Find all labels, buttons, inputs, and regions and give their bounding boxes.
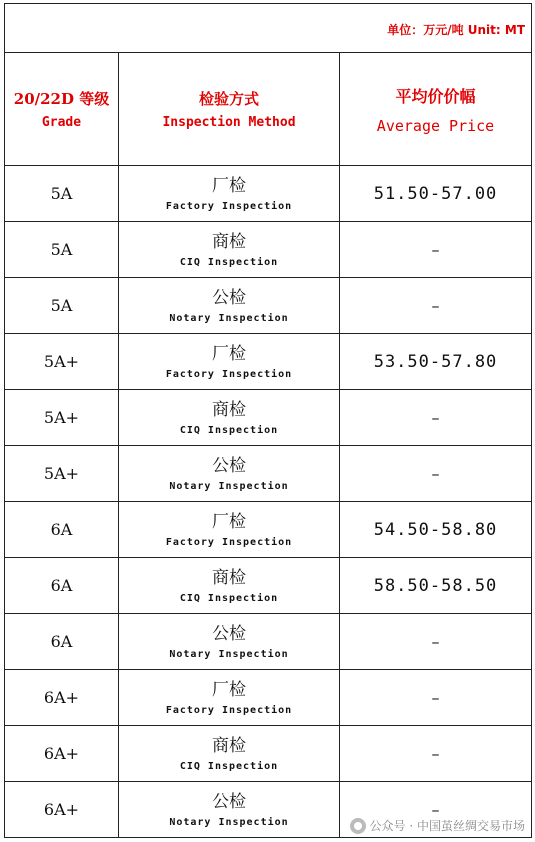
grade-value: 5A+: [43, 352, 80, 371]
header-price-cn: 平均价价幅: [395, 86, 476, 106]
grade-value: 6A: [50, 632, 73, 651]
price-cell: [340, 222, 532, 278]
price-cell: [340, 166, 532, 222]
method-en: Notary Inspection: [169, 312, 289, 324]
grade-cell: [5, 726, 119, 782]
price-table: [4, 3, 532, 838]
method-en: Factory Inspection: [165, 200, 293, 212]
unit-label: 单位：万元/吨 Unit: MT: [387, 22, 526, 37]
method-en: Notary Inspection: [169, 480, 289, 492]
method-cell: [119, 222, 340, 278]
table-row: [5, 390, 532, 446]
price-value: –: [431, 632, 440, 651]
header-method-en: Inspection Method: [162, 115, 296, 130]
method-cell: [119, 166, 340, 222]
grade-cell: [5, 278, 119, 334]
unit-cell: [5, 4, 532, 53]
price-value: 58.50-58.50: [373, 575, 498, 596]
table-row: [5, 558, 532, 614]
grade-cell: [5, 670, 119, 726]
table-row: [5, 278, 532, 334]
method-cell: [119, 446, 340, 502]
method-cn: 公检: [212, 455, 246, 476]
method-cell: [119, 614, 340, 670]
table-row: [5, 222, 532, 278]
method-cell: [119, 726, 340, 782]
grade-cell: [5, 390, 119, 446]
grade-cell: [5, 334, 119, 390]
price-value: –: [431, 744, 440, 763]
table-row: [5, 670, 532, 726]
method-cn: 公检: [212, 791, 246, 812]
price-value: 54.50-58.80: [373, 519, 498, 540]
price-cell: [340, 446, 532, 502]
method-cn: 商检: [212, 735, 246, 756]
price-cell: [340, 670, 532, 726]
grade-cell: [5, 446, 119, 502]
grade-value: 6A: [50, 576, 73, 595]
price-value: –: [431, 688, 440, 707]
method-cell: [119, 670, 340, 726]
price-cell: [340, 502, 532, 558]
grade-cell: [5, 782, 119, 838]
header-method-cn: 检验方式: [198, 90, 259, 108]
price-value: –: [431, 464, 440, 483]
wechat-icon: [350, 818, 366, 834]
table-row: [5, 502, 532, 558]
method-cn: 厂检: [212, 175, 246, 196]
method-en: CIQ Inspection: [179, 256, 279, 268]
method-cn: 公检: [212, 623, 246, 644]
header-row: [5, 53, 532, 166]
method-en: Factory Inspection: [165, 368, 293, 380]
method-en: Notary Inspection: [169, 648, 289, 660]
price-value: –: [431, 240, 440, 259]
grade-value: 5A: [50, 296, 73, 315]
table-row: [5, 446, 532, 502]
table-row: [5, 166, 532, 222]
table-row: [5, 334, 532, 390]
method-cn: 公检: [212, 287, 246, 308]
grade-value: 5A+: [43, 464, 80, 483]
price-value: 53.50-57.80: [373, 351, 498, 372]
grade-value: 6A+: [43, 800, 80, 819]
price-cell: [340, 614, 532, 670]
grade-cell: [5, 502, 119, 558]
method-cell: [119, 334, 340, 390]
method-cell: [119, 278, 340, 334]
price-value: –: [431, 800, 440, 819]
grade-value: 6A+: [43, 688, 80, 707]
grade-cell: [5, 222, 119, 278]
header-grade-en: Grade: [41, 115, 82, 130]
price-cell: [340, 278, 532, 334]
method-en: CIQ Inspection: [179, 760, 279, 772]
header-price-en: Average Price: [376, 116, 495, 135]
unit-row: [5, 4, 532, 53]
method-cell: [119, 390, 340, 446]
method-cn: 厂检: [212, 679, 246, 700]
method-cn: 商检: [212, 399, 246, 420]
price-value: –: [431, 408, 440, 427]
watermark-text: 公众号 · 中国茧丝绸交易市场: [369, 819, 525, 833]
price-cell: [340, 558, 532, 614]
table-row: [5, 726, 532, 782]
method-cell: [119, 558, 340, 614]
method-en: CIQ Inspection: [179, 424, 279, 436]
grade-cell: [5, 558, 119, 614]
grade-cell: [5, 614, 119, 670]
header-grade-cn: 20/22D 等级: [13, 90, 110, 108]
method-cn: 商检: [212, 567, 246, 588]
table-row: [5, 614, 532, 670]
price-cell: [340, 726, 532, 782]
price-table-container: [4, 3, 531, 838]
price-value: –: [431, 296, 440, 315]
method-cell: [119, 502, 340, 558]
method-en: Notary Inspection: [169, 816, 289, 828]
method-cn: 厂检: [212, 511, 246, 532]
grade-value: 5A+: [43, 408, 80, 427]
method-en: Factory Inspection: [165, 536, 293, 548]
watermark: [350, 817, 525, 834]
method-cell: [119, 782, 340, 838]
header-method: [119, 53, 340, 166]
grade-value: 6A+: [43, 744, 80, 763]
price-cell: [340, 334, 532, 390]
method-en: CIQ Inspection: [179, 592, 279, 604]
grade-value: 5A: [50, 184, 73, 203]
grade-value: 6A: [50, 520, 73, 539]
header-price: [340, 53, 532, 166]
method-cn: 商检: [212, 231, 246, 252]
price-cell: [340, 390, 532, 446]
grade-value: 5A: [50, 240, 73, 259]
header-grade: [5, 53, 119, 166]
method-en: Factory Inspection: [165, 704, 293, 716]
price-value: 51.50-57.00: [373, 183, 498, 204]
grade-cell: [5, 166, 119, 222]
method-cn: 厂检: [212, 343, 246, 364]
